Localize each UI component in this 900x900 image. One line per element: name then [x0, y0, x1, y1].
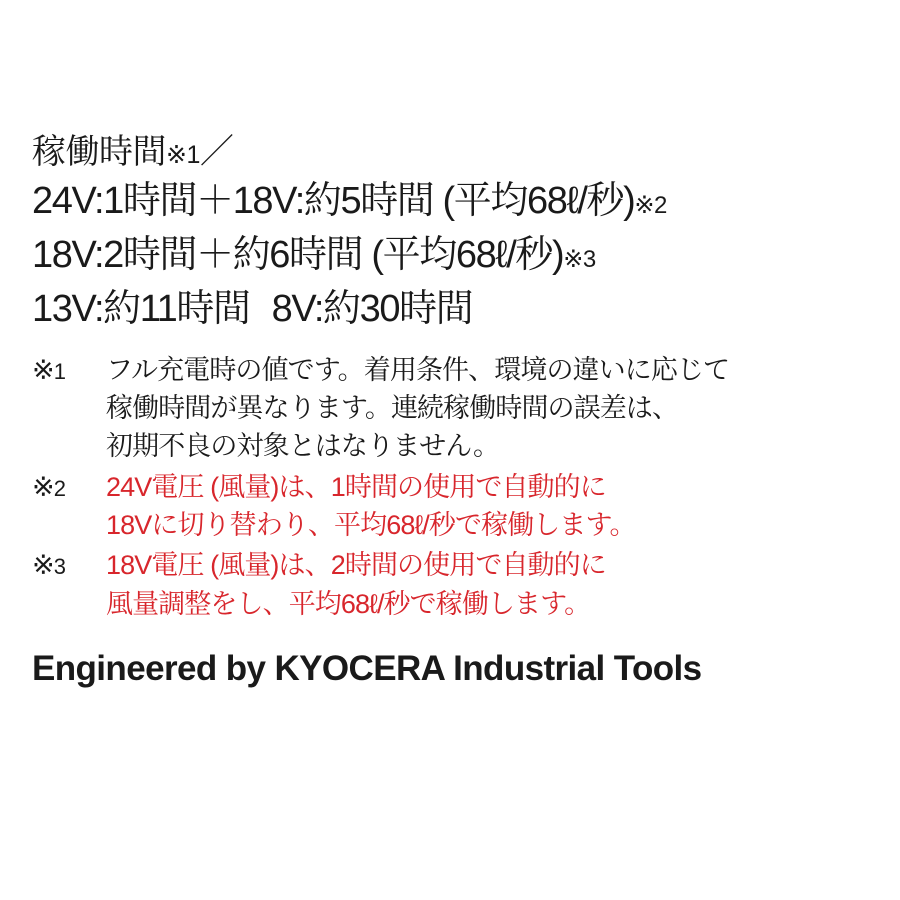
- operating-time-block: [32, 130, 870, 337]
- footnote-3-mark: [32, 546, 106, 584]
- footnote-3-line-2: 風量調整をし、平均68ℓ/秒で稼働します。: [106, 588, 591, 619]
- spec-line-8v-text: 8V:約30時間: [271, 287, 473, 330]
- footnote-2-line-2: 18Vに切り替わり、平均68ℓ/秒で稼働します。: [106, 510, 636, 541]
- footnote-1-line-1: フル充電時の値です。着用条件、環境の違いに応じて: [106, 354, 730, 385]
- spec-line-13v-8v: [32, 283, 870, 337]
- operating-time-heading-label: 稼働時間: [32, 133, 166, 171]
- footnote-3-index: 3: [53, 554, 66, 580]
- footnote-3-body: [106, 546, 870, 623]
- spec-line-18v-note: ※3: [563, 245, 596, 273]
- spec-line-24v-note: ※2: [634, 191, 667, 219]
- footnote-1-mark: [32, 351, 106, 389]
- footnote-1-line-3: 初期不良の対象とはなりません。: [106, 431, 500, 462]
- footnote-2-mark: [32, 468, 106, 506]
- footnote-2-index: 2: [53, 475, 66, 501]
- footnote-2-symbol: ※: [32, 471, 54, 502]
- spec-line-24v-text: 24V:1時間＋18V:約5時間 (平均68ℓ/秒): [32, 179, 635, 222]
- spec-line-18v: [32, 229, 870, 283]
- operating-time-heading: [32, 130, 870, 175]
- spec-line-18v-text: 18V:2時間＋約6時間 (平均68ℓ/秒): [32, 233, 564, 276]
- footnote-1: [32, 351, 870, 466]
- spec-line-13v-text: 13V:約11時間: [32, 287, 250, 330]
- operating-time-heading-note: ※1: [166, 141, 200, 169]
- footnote-1-index: 1: [53, 358, 66, 384]
- footnote-3-symbol: ※: [32, 550, 54, 581]
- footnote-3-line-1: 18V電圧 (風量)は、2時間の使用で自動的に: [106, 550, 606, 581]
- footnote-2-body: [106, 468, 870, 545]
- footnote-2-line-1: 24V電圧 (風量)は、1時間の使用で自動的に: [106, 471, 606, 502]
- operating-time-heading-slash: ／: [199, 133, 234, 171]
- footnote-1-line-2: 稼働時間が異なります。連続稼働時間の誤差は、: [106, 393, 679, 424]
- footnote-1-body: [106, 351, 870, 466]
- footnotes-list: [32, 351, 870, 623]
- footnote-1-symbol: ※: [32, 354, 54, 385]
- footnote-3: [32, 546, 870, 623]
- spec-line-24v: [32, 175, 870, 229]
- footnote-2: [32, 468, 870, 545]
- brand-tagline: Engineered by KYOCERA Industrial Tools: [32, 649, 702, 689]
